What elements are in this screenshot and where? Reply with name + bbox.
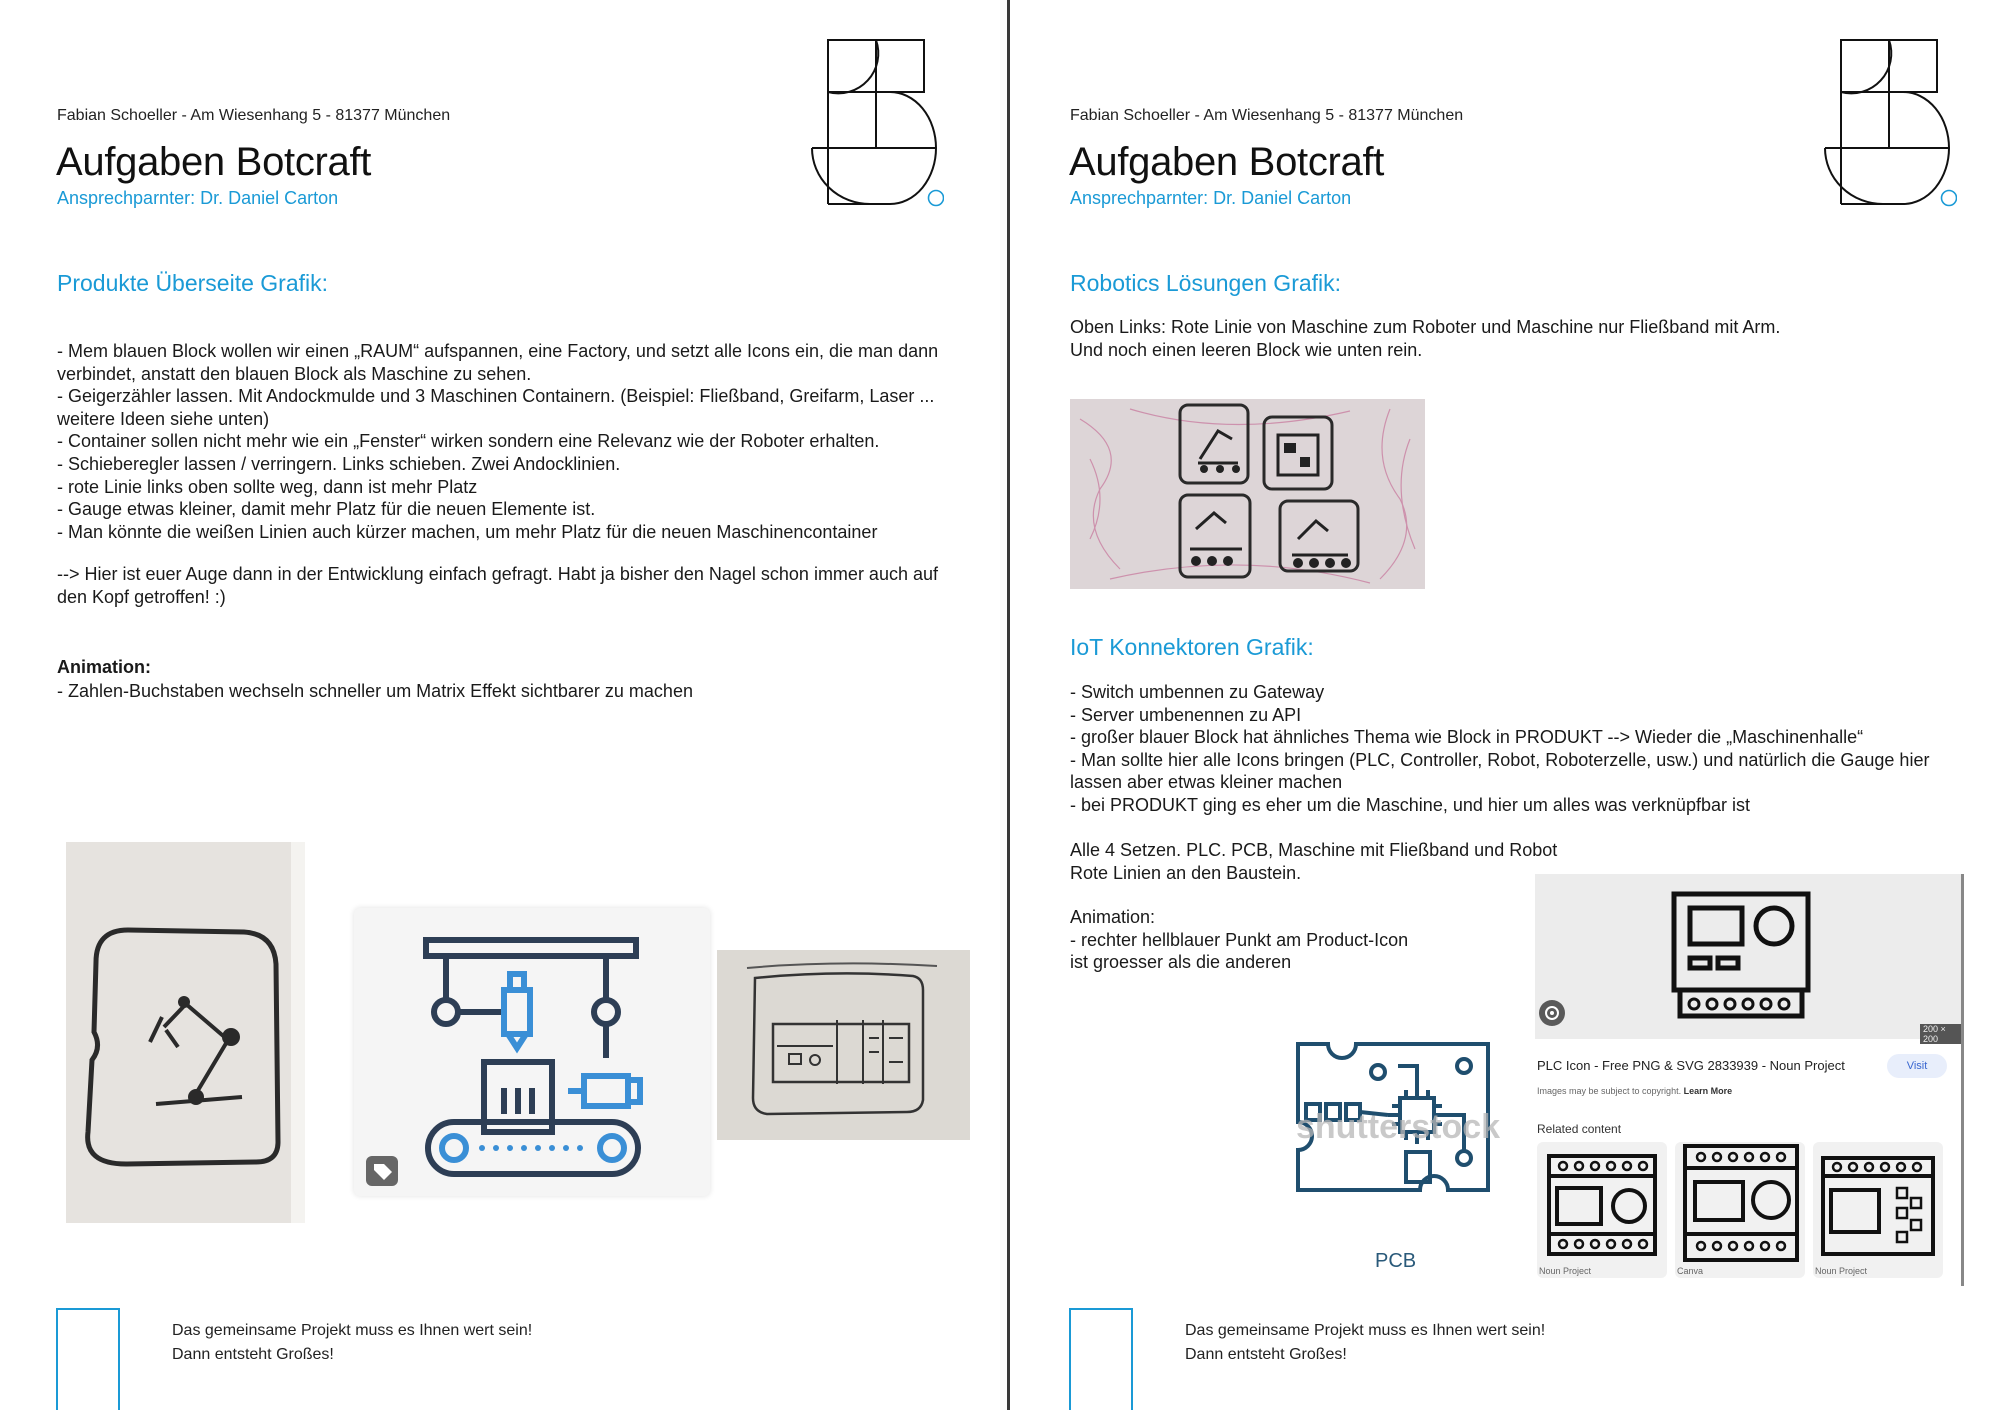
text-line: Oben Links: Rote Linie von Maschine zum Roboter und Maschine nur Fließband mit Arm.	[1070, 317, 1781, 337]
text-line: den Kopf getroffen! :)	[57, 586, 226, 607]
text-line: - großer blauer Block hat ähnliches Thema wie Block in PRODUKT --> Wieder die „Maschinenhalle“	[1070, 727, 1864, 748]
robotics-sketch-photo	[1070, 399, 1425, 589]
sender-line: Fabian Schoeller - Am Wiesenhang 5 - 81377 München	[57, 107, 451, 124]
section-heading-iot: IoT Konnektoren Grafik:	[1070, 634, 1314, 660]
document-title: Aufgaben Botcraft	[1069, 140, 1385, 184]
text-line: - Switch umbennen zu Gateway	[1070, 682, 1325, 702]
footer-line-2: Dann entsteht Großes!	[172, 1346, 334, 1363]
related-content-label: Related content	[1537, 1122, 1622, 1136]
footer-line-2: Dann entsteht Großes!	[1185, 1346, 1347, 1363]
products-body-text	[57, 340, 938, 543]
iot-animation-text	[1070, 906, 1408, 974]
plc-related-icon-2	[1675, 1142, 1805, 1268]
s5-logo-icon	[1823, 38, 1957, 208]
sender-line: Fabian Schoeller - Am Wiesenhang 5 - 81377 München	[1070, 107, 1464, 124]
contact-person: Ansprechparnter: Dr. Daniel Carton	[1070, 188, 1352, 208]
conveyor-machine-image	[354, 908, 710, 1196]
text-line: - Server umbenennen zu API	[1070, 704, 1302, 725]
text-line: - Mem blauen Block wollen wir einen „RAUM“ aufspannen, eine Factory, und setzt alle Icons ein, die man dann	[57, 341, 939, 361]
iot-setup-text	[1070, 839, 1557, 884]
section-heading-products: Produkte Überseite Grafik:	[57, 270, 329, 296]
text-line: verbindet, anstatt den blauen Block als Maschine zu sehen.	[57, 363, 532, 384]
visit-button[interactable]: Visit	[1887, 1054, 1947, 1078]
text-line: - Schieberegler lassen / verringern. Links schieben. Zwei Andocklinien.	[57, 453, 621, 474]
s5-logo-icon	[810, 38, 944, 208]
related-item-3[interactable]	[1813, 1142, 1943, 1278]
result-title[interactable]: PLC Icon - Free PNG & SVG 2833939 - Noun Project	[1537, 1058, 1845, 1073]
plc-related-icon-1	[1537, 1142, 1667, 1268]
footer-accent-box	[1069, 1308, 1133, 1410]
animation-text: - Zahlen-Buchstaben wechseln schneller um Matrix Effekt sichtbarer zu machen	[57, 681, 693, 701]
text-line: lassen aber etwas kleiner machen	[1070, 772, 1343, 793]
footer-accent-box	[56, 1308, 120, 1410]
text-line: - Container sollen nicht mehr wie ein „Fenster“ wirken sondern eine Relevanz wie der Roboter erhalten.	[57, 431, 880, 452]
learn-more-link[interactable]: Learn More	[1683, 1086, 1733, 1096]
text-line: --> Hier ist euer Auge dann in der Entwicklung einfach gefragt. Habt ja bisher den Nagel schon immer auch auf	[57, 564, 938, 584]
text-line: Animation:	[1070, 907, 1156, 927]
text-line: Alle 4 Setzen. PLC. PCB, Maschine mit Fließband und Robot	[1070, 840, 1558, 860]
text-line: - Geigerzähler lassen. Mit Andockmulde und 3 Maschinen Containern. (Beispiel: Fließband, Greifarm, Laser ...	[57, 386, 935, 407]
text-line: Und noch einen leeren Block wie unten rein.	[1070, 339, 1423, 360]
panel-scrollbar[interactable]	[1961, 874, 1964, 1286]
footer-line-1: Das gemeinsame Projekt muss es Ihnen wert sein!	[1185, 1322, 1546, 1339]
animation-heading: Animation:	[57, 657, 151, 677]
related-source-2: Canva	[1677, 1266, 1704, 1276]
shutterstock-watermark: shutterstock	[1296, 1108, 1501, 1146]
related-item-2[interactable]	[1675, 1142, 1805, 1278]
page-right	[1013, 0, 2014, 1410]
text-line: - rote Linie links oben sollte weg, dann ist mehr Platz	[57, 476, 478, 497]
related-item-1[interactable]	[1537, 1142, 1667, 1278]
plc-icon	[1668, 888, 1814, 1024]
image-search-panel	[1535, 874, 1973, 1296]
page-divider	[1007, 0, 1010, 1410]
image-size-badge: 200 × 200	[1920, 1024, 1961, 1044]
document-title: Aufgaben Botcraft	[56, 140, 372, 184]
plc-related-icon-3	[1813, 1142, 1943, 1268]
lens-search-icon[interactable]	[1539, 1000, 1565, 1026]
text-line: Rote Linien an den Baustein.	[1070, 862, 1302, 883]
plc-preview-area[interactable]	[1535, 874, 1961, 1044]
robot-arm-sketch-photo	[66, 842, 305, 1223]
related-source-3: Noun Project	[1815, 1266, 1868, 1276]
robot-arm-sketch-icon	[66, 842, 305, 1223]
robotics-body-text	[1070, 316, 1780, 361]
footer-line-1: Das gemeinsame Projekt muss es Ihnen wert sein!	[172, 1322, 533, 1339]
conveyor-machine-icon	[354, 908, 710, 1196]
page-left	[0, 0, 1004, 1410]
copyright-note	[1537, 1086, 1732, 1096]
text-line: - Man sollte hier alle Icons bringen (PLC, Controller, Robot, Roboterzelle, usw.) und natürlich die Gauge hier	[1070, 749, 1930, 770]
products-note-text	[57, 563, 938, 608]
iot-body-text	[1070, 681, 2000, 817]
text-line: - rechter hellblauer Punkt am Product-Icon	[1070, 929, 1409, 950]
text-line: - bei PRODUKT ging es eher um die Maschine, und hier um alles was verknüpfbar ist	[1070, 794, 1750, 815]
robotics-sketch-icon	[1070, 399, 1425, 589]
related-source-1: Noun Project	[1539, 1266, 1592, 1276]
machine-container-sketch-photo	[717, 950, 970, 1140]
copyright-text: Images may be subject to copyright.	[1537, 1086, 1682, 1096]
text-line: - Man könnte die weißen Linien auch kürzer machen, um mehr Platz für die neuen Maschinencontainer	[57, 521, 878, 542]
contact-person: Ansprechparnter: Dr. Daniel Carton	[57, 188, 339, 208]
section-heading-robotics: Robotics Lösungen Grafik:	[1070, 270, 1342, 296]
machine-container-sketch-icon	[717, 950, 970, 1140]
text-line: ist groesser als die anderen	[1070, 952, 1292, 973]
text-line: weitere Ideen siehe unten)	[57, 408, 270, 429]
pcb-caption: PCB	[1375, 1250, 1417, 1272]
text-line: - Gauge etwas kleiner, damit mehr Platz für die neuen Elemente ist.	[57, 499, 596, 520]
